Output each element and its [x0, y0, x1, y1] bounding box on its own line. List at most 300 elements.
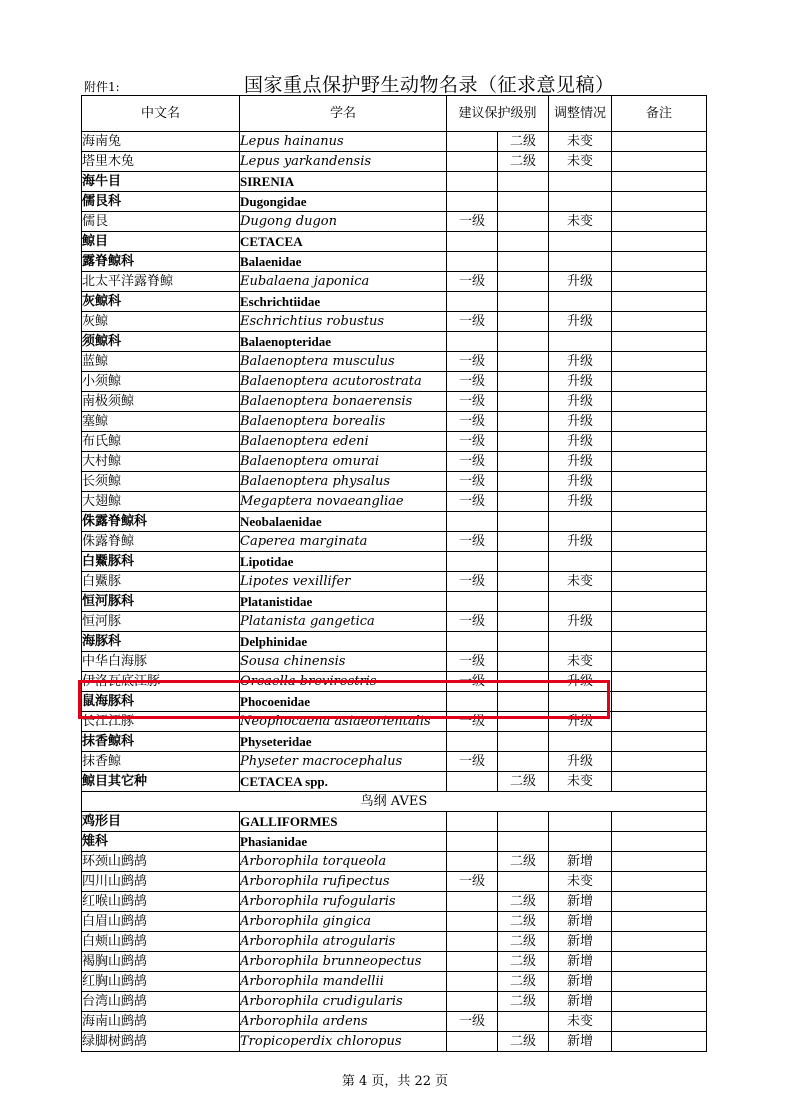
level-first-cell	[447, 912, 498, 932]
species-chinese-name: 蓝鲸	[82, 352, 240, 372]
family-row	[82, 832, 707, 852]
remarks-cell	[612, 652, 707, 672]
species-chinese-name: 小须鲸	[82, 372, 240, 392]
col-header-adjustment: 调整情况	[549, 96, 612, 132]
level-second-cell	[498, 692, 549, 712]
class-heading: 鸟纲 AVES	[82, 792, 707, 812]
level-second-cell	[498, 612, 549, 632]
family-scientific-name: Balaenidae	[240, 252, 447, 272]
remarks-cell	[612, 292, 707, 312]
col-header-chinese-name: 中文名	[82, 96, 240, 132]
level-first-cell	[447, 952, 498, 972]
species-row	[82, 372, 707, 392]
level-second-cell	[498, 252, 549, 272]
species-row	[82, 992, 707, 1012]
level-second-cell: 二级	[498, 772, 549, 792]
level-first-cell	[447, 732, 498, 752]
level-second-cell	[498, 712, 549, 732]
species-chinese-name: 塞鲸	[82, 412, 240, 432]
species-chinese-name: 布氏鲸	[82, 432, 240, 452]
adjustment-cell	[549, 172, 612, 192]
remarks-cell	[612, 612, 707, 632]
level-second-cell	[498, 732, 549, 752]
level-second-cell	[498, 812, 549, 832]
species-chinese-name: 大翅鲸	[82, 492, 240, 512]
family-chinese-name: 儒艮科	[82, 192, 240, 212]
family-row	[82, 592, 707, 612]
adjustment-cell: 升级	[549, 672, 612, 692]
level-first-cell	[447, 692, 498, 712]
level-first-cell: 一级	[447, 492, 498, 512]
species-scientific-name: Dugong dugon	[240, 212, 447, 232]
species-chinese-name: 白颊山鹧鸪	[82, 932, 240, 952]
family-scientific-name: CETACEA spp.	[240, 772, 447, 792]
level-second-cell	[498, 1012, 549, 1032]
family-row	[82, 252, 707, 272]
level-first-cell	[447, 232, 498, 252]
level-first-cell	[447, 132, 498, 152]
species-row	[82, 672, 707, 692]
level-first-cell	[447, 812, 498, 832]
remarks-cell	[612, 672, 707, 692]
adjustment-cell	[549, 592, 612, 612]
species-row	[82, 932, 707, 952]
species-chinese-name: 中华白海豚	[82, 652, 240, 672]
remarks-cell	[612, 552, 707, 572]
remarks-cell	[612, 252, 707, 272]
level-first-cell	[447, 772, 498, 792]
level-second-cell	[498, 832, 549, 852]
level-second-cell	[498, 752, 549, 772]
adjustment-cell: 升级	[549, 272, 612, 292]
species-chinese-name: 绿脚树鹧鸪	[82, 1032, 240, 1052]
species-chinese-name: 台湾山鹧鸪	[82, 992, 240, 1012]
adjustment-cell: 未变	[549, 772, 612, 792]
species-scientific-name: Neophocaena asiaeorientalis	[240, 712, 447, 732]
remarks-cell	[612, 132, 707, 152]
level-first-cell	[447, 932, 498, 952]
level-first-cell	[447, 292, 498, 312]
adjustment-cell	[549, 632, 612, 652]
remarks-cell	[612, 492, 707, 512]
level-first-cell: 一级	[447, 1012, 498, 1032]
species-scientific-name: Arborophila rufipectus	[240, 872, 447, 892]
adjustment-cell: 未变	[549, 132, 612, 152]
level-second-cell	[498, 472, 549, 492]
family-scientific-name: Platanistidae	[240, 592, 447, 612]
level-first-cell	[447, 152, 498, 172]
remarks-cell	[612, 832, 707, 852]
species-scientific-name: Balaenoptera borealis	[240, 412, 447, 432]
species-scientific-name: Platanista gangetica	[240, 612, 447, 632]
species-chinese-name: 海南山鹧鸪	[82, 1012, 240, 1032]
remarks-cell	[612, 332, 707, 352]
family-scientific-name: Phocoenidae	[240, 692, 447, 712]
adjustment-cell: 新增	[549, 892, 612, 912]
level-first-cell: 一级	[447, 752, 498, 772]
level-first-cell	[447, 192, 498, 212]
species-chinese-name: 抹香鲸	[82, 752, 240, 772]
class-row	[82, 792, 707, 812]
adjustment-cell: 新增	[549, 1032, 612, 1052]
species-chinese-name: 灰鲸	[82, 312, 240, 332]
family-chinese-name: 白鱀豚科	[82, 552, 240, 572]
adjustment-cell	[549, 812, 612, 832]
level-first-cell	[447, 172, 498, 192]
species-chinese-name: 褐胸山鹧鸪	[82, 952, 240, 972]
family-scientific-name: Phasianidae	[240, 832, 447, 852]
species-scientific-name: Lepus hainanus	[240, 132, 447, 152]
species-row	[82, 972, 707, 992]
level-second-cell	[498, 192, 549, 212]
order-row	[82, 812, 707, 832]
level-first-cell	[447, 332, 498, 352]
adjustment-cell	[549, 332, 612, 352]
level-second-cell	[498, 512, 549, 532]
remarks-cell	[612, 732, 707, 752]
species-chinese-name: 海南兔	[82, 132, 240, 152]
species-row	[82, 452, 707, 472]
remarks-cell	[612, 352, 707, 372]
level-first-cell: 一级	[447, 352, 498, 372]
adjustment-cell: 新增	[549, 932, 612, 952]
family-row	[82, 332, 707, 352]
remarks-cell	[612, 272, 707, 292]
level-second-cell: 二级	[498, 932, 549, 952]
species-row	[82, 432, 707, 452]
level-first-cell: 一级	[447, 612, 498, 632]
level-first-cell: 一级	[447, 392, 498, 412]
remarks-cell	[612, 432, 707, 452]
species-chinese-name: 大村鲸	[82, 452, 240, 472]
level-second-cell	[498, 332, 549, 352]
adjustment-cell: 升级	[549, 352, 612, 372]
species-row	[82, 892, 707, 912]
order-chinese-name: 鲸目	[82, 232, 240, 252]
species-chinese-name: 侏露脊鲸	[82, 532, 240, 552]
order-row	[82, 232, 707, 252]
remarks-cell	[612, 1032, 707, 1052]
remarks-cell	[612, 912, 707, 932]
species-scientific-name: Megaptera novaeangliae	[240, 492, 447, 512]
level-second-cell	[498, 372, 549, 392]
table-body	[82, 132, 707, 1052]
level-first-cell	[447, 852, 498, 872]
remarks-cell	[612, 952, 707, 972]
level-second-cell	[498, 492, 549, 512]
species-row	[82, 472, 707, 492]
family-chinese-name: 雉科	[82, 832, 240, 852]
col-header-scientific-name: 学名	[240, 96, 447, 132]
level-second-cell	[498, 872, 549, 892]
species-scientific-name: Lipotes vexillifer	[240, 572, 447, 592]
adjustment-cell: 未变	[549, 572, 612, 592]
species-scientific-name: Arborophila torqueola	[240, 852, 447, 872]
family-chinese-name: 海豚科	[82, 632, 240, 652]
species-chinese-name: 长江江豚	[82, 712, 240, 732]
family-row	[82, 772, 707, 792]
adjustment-cell: 未变	[549, 1012, 612, 1032]
level-first-cell	[447, 632, 498, 652]
remarks-cell	[612, 452, 707, 472]
species-chinese-name: 长须鲸	[82, 472, 240, 492]
level-first-cell: 一级	[447, 712, 498, 732]
level-second-cell: 二级	[498, 852, 549, 872]
species-row	[82, 152, 707, 172]
remarks-cell	[612, 512, 707, 532]
order-scientific-name: CETACEA	[240, 232, 447, 252]
species-row	[82, 392, 707, 412]
species-row	[82, 1012, 707, 1032]
family-scientific-name: Delphinidae	[240, 632, 447, 652]
adjustment-cell	[549, 192, 612, 212]
species-row	[82, 752, 707, 772]
family-row	[82, 292, 707, 312]
remarks-cell	[612, 592, 707, 612]
adjustment-cell: 升级	[549, 312, 612, 332]
level-second-cell	[498, 312, 549, 332]
adjustment-cell	[549, 252, 612, 272]
level-second-cell: 二级	[498, 972, 549, 992]
level-first-cell	[447, 552, 498, 572]
remarks-cell	[612, 852, 707, 872]
species-row	[82, 272, 707, 292]
species-scientific-name: Physeter macrocephalus	[240, 752, 447, 772]
family-scientific-name: Lipotidae	[240, 552, 447, 572]
species-row	[82, 492, 707, 512]
adjustment-cell: 新增	[549, 852, 612, 872]
attachment-label: 附件1:	[84, 80, 120, 94]
adjustment-cell: 升级	[549, 432, 612, 452]
remarks-cell	[612, 772, 707, 792]
adjustment-cell	[549, 832, 612, 852]
remarks-cell	[612, 892, 707, 912]
remarks-cell	[612, 532, 707, 552]
species-scientific-name: Lepus yarkandensis	[240, 152, 447, 172]
adjustment-cell: 升级	[549, 452, 612, 472]
level-first-cell: 一级	[447, 212, 498, 232]
level-second-cell	[498, 572, 549, 592]
species-chinese-name: 伊洛瓦底江豚	[82, 672, 240, 692]
species-scientific-name: Balaenoptera bonaerensis	[240, 392, 447, 412]
species-scientific-name: Arborophila crudigularis	[240, 992, 447, 1012]
species-scientific-name: Balaenoptera acutorostrata	[240, 372, 447, 392]
level-second-cell	[498, 392, 549, 412]
remarks-cell	[612, 1012, 707, 1032]
species-scientific-name: Eubalaena japonica	[240, 272, 447, 292]
species-chinese-name: 塔里木兔	[82, 152, 240, 172]
remarks-cell	[612, 992, 707, 1012]
family-chinese-name: 露脊鲸科	[82, 252, 240, 272]
family-scientific-name: Eschrichtiidae	[240, 292, 447, 312]
level-second-cell	[498, 352, 549, 372]
family-row	[82, 512, 707, 532]
order-scientific-name: GALLIFORMES	[240, 812, 447, 832]
species-scientific-name: Arborophila mandellii	[240, 972, 447, 992]
adjustment-cell: 升级	[549, 492, 612, 512]
adjustment-cell	[549, 692, 612, 712]
remarks-cell	[612, 312, 707, 332]
adjustment-cell: 升级	[549, 372, 612, 392]
adjustment-cell: 新增	[549, 972, 612, 992]
family-row	[82, 192, 707, 212]
level-second-cell	[498, 452, 549, 472]
level-first-cell	[447, 972, 498, 992]
level-first-cell	[447, 592, 498, 612]
level-second-cell	[498, 432, 549, 452]
species-table	[81, 95, 707, 1052]
level-second-cell	[498, 292, 549, 312]
level-second-cell: 二级	[498, 952, 549, 972]
species-row	[82, 312, 707, 332]
level-second-cell	[498, 412, 549, 432]
level-second-cell: 二级	[498, 912, 549, 932]
level-first-cell	[447, 992, 498, 1012]
remarks-cell	[612, 372, 707, 392]
adjustment-cell	[549, 732, 612, 752]
species-row	[82, 852, 707, 872]
remarks-cell	[612, 152, 707, 172]
species-chinese-name: 四川山鹧鸪	[82, 872, 240, 892]
level-first-cell: 一级	[447, 412, 498, 432]
level-second-cell: 二级	[498, 1032, 549, 1052]
species-row	[82, 132, 707, 152]
remarks-cell	[612, 412, 707, 432]
table-header-row	[82, 96, 707, 132]
adjustment-cell	[549, 292, 612, 312]
col-header-remarks: 备注	[612, 96, 707, 132]
level-first-cell	[447, 512, 498, 532]
family-row	[82, 632, 707, 652]
level-second-cell	[498, 172, 549, 192]
col-header-protection-level: 建议保护级别	[447, 96, 549, 132]
species-row	[82, 612, 707, 632]
remarks-cell	[612, 212, 707, 232]
level-first-cell	[447, 1032, 498, 1052]
remarks-cell	[612, 392, 707, 412]
adjustment-cell: 未变	[549, 212, 612, 232]
species-chinese-name: 环颈山鹧鸪	[82, 852, 240, 872]
species-scientific-name: Balaenoptera physalus	[240, 472, 447, 492]
species-scientific-name: Balaenoptera musculus	[240, 352, 447, 372]
remarks-cell	[612, 932, 707, 952]
family-chinese-name: 须鲸科	[82, 332, 240, 352]
adjustment-cell	[549, 232, 612, 252]
level-second-cell	[498, 592, 549, 612]
family-scientific-name: Dugongidae	[240, 192, 447, 212]
adjustment-cell: 升级	[549, 712, 612, 732]
remarks-cell	[612, 192, 707, 212]
adjustment-cell: 升级	[549, 412, 612, 432]
level-first-cell: 一级	[447, 672, 498, 692]
document-title: 国家重点保护野生动物名录（征求意见稿）	[244, 74, 615, 96]
species-row	[82, 212, 707, 232]
family-chinese-name: 鼠海豚科	[82, 692, 240, 712]
level-second-cell: 二级	[498, 992, 549, 1012]
level-first-cell: 一级	[447, 312, 498, 332]
remarks-cell	[612, 712, 707, 732]
species-chinese-name: 儒艮	[82, 212, 240, 232]
species-row	[82, 532, 707, 552]
adjustment-cell: 未变	[549, 872, 612, 892]
species-scientific-name: Tropicoperdix chloropus	[240, 1032, 447, 1052]
adjustment-cell	[549, 552, 612, 572]
adjustment-cell	[549, 512, 612, 532]
species-row	[82, 912, 707, 932]
level-second-cell	[498, 212, 549, 232]
species-row	[82, 652, 707, 672]
level-first-cell	[447, 832, 498, 852]
level-first-cell: 一级	[447, 472, 498, 492]
species-chinese-name: 红胸山鹧鸪	[82, 972, 240, 992]
species-row	[82, 1032, 707, 1052]
order-row	[82, 172, 707, 192]
level-second-cell	[498, 532, 549, 552]
family-scientific-name: Neobalaenidae	[240, 512, 447, 532]
family-row	[82, 552, 707, 572]
adjustment-cell: 升级	[549, 532, 612, 552]
family-row	[82, 732, 707, 752]
family-chinese-name: 鲸目其它种	[82, 772, 240, 792]
family-row	[82, 692, 707, 712]
species-chinese-name: 白眉山鹧鸪	[82, 912, 240, 932]
species-scientific-name: Arborophila gingica	[240, 912, 447, 932]
remarks-cell	[612, 812, 707, 832]
species-scientific-name: Sousa chinensis	[240, 652, 447, 672]
remarks-cell	[612, 172, 707, 192]
family-chinese-name: 恒河豚科	[82, 592, 240, 612]
adjustment-cell: 升级	[549, 612, 612, 632]
level-first-cell	[447, 252, 498, 272]
species-scientific-name: Eschrichtius robustus	[240, 312, 447, 332]
level-second-cell	[498, 672, 549, 692]
adjustment-cell: 升级	[549, 392, 612, 412]
order-chinese-name: 鸡形目	[82, 812, 240, 832]
level-first-cell: 一级	[447, 272, 498, 292]
adjustment-cell: 新增	[549, 912, 612, 932]
species-row	[82, 412, 707, 432]
level-first-cell: 一级	[447, 652, 498, 672]
species-row	[82, 352, 707, 372]
level-second-cell: 二级	[498, 892, 549, 912]
remarks-cell	[612, 232, 707, 252]
level-first-cell: 一级	[447, 572, 498, 592]
level-second-cell	[498, 632, 549, 652]
family-scientific-name: Physeteridae	[240, 732, 447, 752]
level-second-cell	[498, 652, 549, 672]
level-second-cell	[498, 552, 549, 572]
family-chinese-name: 抹香鲸科	[82, 732, 240, 752]
species-scientific-name: Arborophila ardens	[240, 1012, 447, 1032]
species-scientific-name: Arborophila rufogularis	[240, 892, 447, 912]
level-second-cell	[498, 232, 549, 252]
level-first-cell	[447, 892, 498, 912]
adjustment-cell: 未变	[549, 152, 612, 172]
family-chinese-name: 侏露脊鲸科	[82, 512, 240, 532]
level-first-cell: 一级	[447, 872, 498, 892]
level-second-cell: 二级	[498, 132, 549, 152]
adjustment-cell: 新增	[549, 952, 612, 972]
species-scientific-name: Caperea marginata	[240, 532, 447, 552]
species-scientific-name: Balaenoptera omurai	[240, 452, 447, 472]
remarks-cell	[612, 632, 707, 652]
species-chinese-name: 恒河豚	[82, 612, 240, 632]
family-scientific-name: Balaenopteridae	[240, 332, 447, 352]
level-second-cell: 二级	[498, 152, 549, 172]
family-chinese-name: 灰鲸科	[82, 292, 240, 312]
remarks-cell	[612, 472, 707, 492]
adjustment-cell: 未变	[549, 652, 612, 672]
